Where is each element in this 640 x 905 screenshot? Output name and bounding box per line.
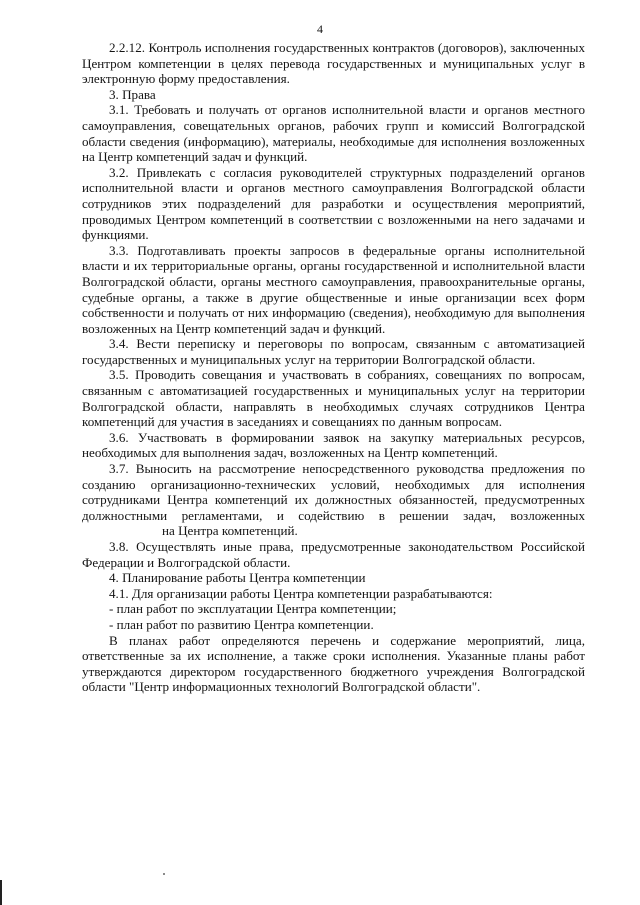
paragraph-3-2: 3.2. Привлекать с согласия руководителей структурных подразделений органов исполнительной власти и органов местного самоуправления Волгоградской области сотрудников этих подразделений для разработки и осуществления мероприятий, проводимых Центром компетенций в соответствии с возложенными на него задачами и функциями. <box>82 164 585 243</box>
paragraph-4-1: 4.1. Для организации работы Центра компетенции разрабатываются: <box>109 585 493 601</box>
list-item-operation-plan: - план работ по эксплуатации Центра компетенции; <box>109 601 397 617</box>
list-item-development-plan: - план работ по развитию Центра компетенции. <box>109 616 374 632</box>
paragraph-3-8: 3.8. Осуществлять иные права, предусмотренные законодательством Российской Федерации и Волгоградской области. <box>82 539 585 570</box>
paragraph-plans-approval: В планах работ определяются перечень и содержание мероприятий, лица, ответственные за их исполнение, а также сроки исполнения. Указанные планы работ утверждаются директором государственного бюджетного учреждения Волгоградской области "Центр информационных технологий Волгоградской области". <box>82 632 585 695</box>
scan-edge-mark <box>0 880 2 905</box>
paragraph-3-7 <box>82 461 585 539</box>
paragraph-3-7-ending: на Центра компетенций. <box>162 523 298 539</box>
paragraph-3-4: 3.4. Вести переписку и переговоры по вопросам, связанным с автоматизацией государственных и муниципальных услуг на территории Волгоградской области. <box>82 336 585 367</box>
section-heading-planning: 4. Планирование работы Центра компетенции <box>109 570 366 586</box>
paragraph-3-6: 3.6. Участвовать в формировании заявок на закупку материальных ресурсов, необходимых для выполнения задач, возложенных на Центр компетенций. <box>82 429 585 461</box>
paragraph-3-7-text: 3.7. Выносить на рассмотрение непосредственного руководства предложения по созданию организационно-технических условий, необходимых для исполнения сотрудниками Центра компетенций их должностных обязанностей, предусмотренных должностными регламентами, и содействию в решении задач, возложенных <box>82 461 585 523</box>
paragraph-3-5: 3.5. Проводить совещания и участвовать в собраниях, совещаниях по вопросам, связанным с автоматизацией государственных и муниципальных услуг на территории Волгоградской области, направлять в необходимых случаях сотрудников Центра компетенций для участия в заседаниях и совещаниях по данным вопросам. <box>82 367 585 430</box>
page-number: 4 <box>317 22 323 36</box>
paragraph-3-1: 3.1. Требовать и получать от органов исполнительной власти и органов местного самоуправления, совещательных органов, рабочих групп и комиссий Волгоградской области сведения (информацию), материалы, необходимые для исполнения возложенных на Центр компетенций задач и функций. <box>82 102 585 165</box>
paragraph-2-2-12: 2.2.12. Контроль исполнения государственных контрактов (договоров), заключенных Центром компетенции в целях перевода государственных и муниципальных услуг в электронную форму предоставления. <box>82 40 585 87</box>
document-body <box>82 40 585 695</box>
scan-speck <box>163 873 165 875</box>
section-heading-rights: 3. Права <box>109 86 156 102</box>
paragraph-3-3: 3.3. Подготавливать проекты запросов в федеральные органы исполнительной власти и их территориальные органы, органы государственной и исполнительной власти Волгоградской области, органы местного самоуправления, правоохранительные органы, судебные органы, а также в другие общественные и иные организации всех форм собственности и получать от них информацию (сведения), необходимую для выполнения возложенных на Центр компетенций задач и функций. <box>82 242 585 336</box>
